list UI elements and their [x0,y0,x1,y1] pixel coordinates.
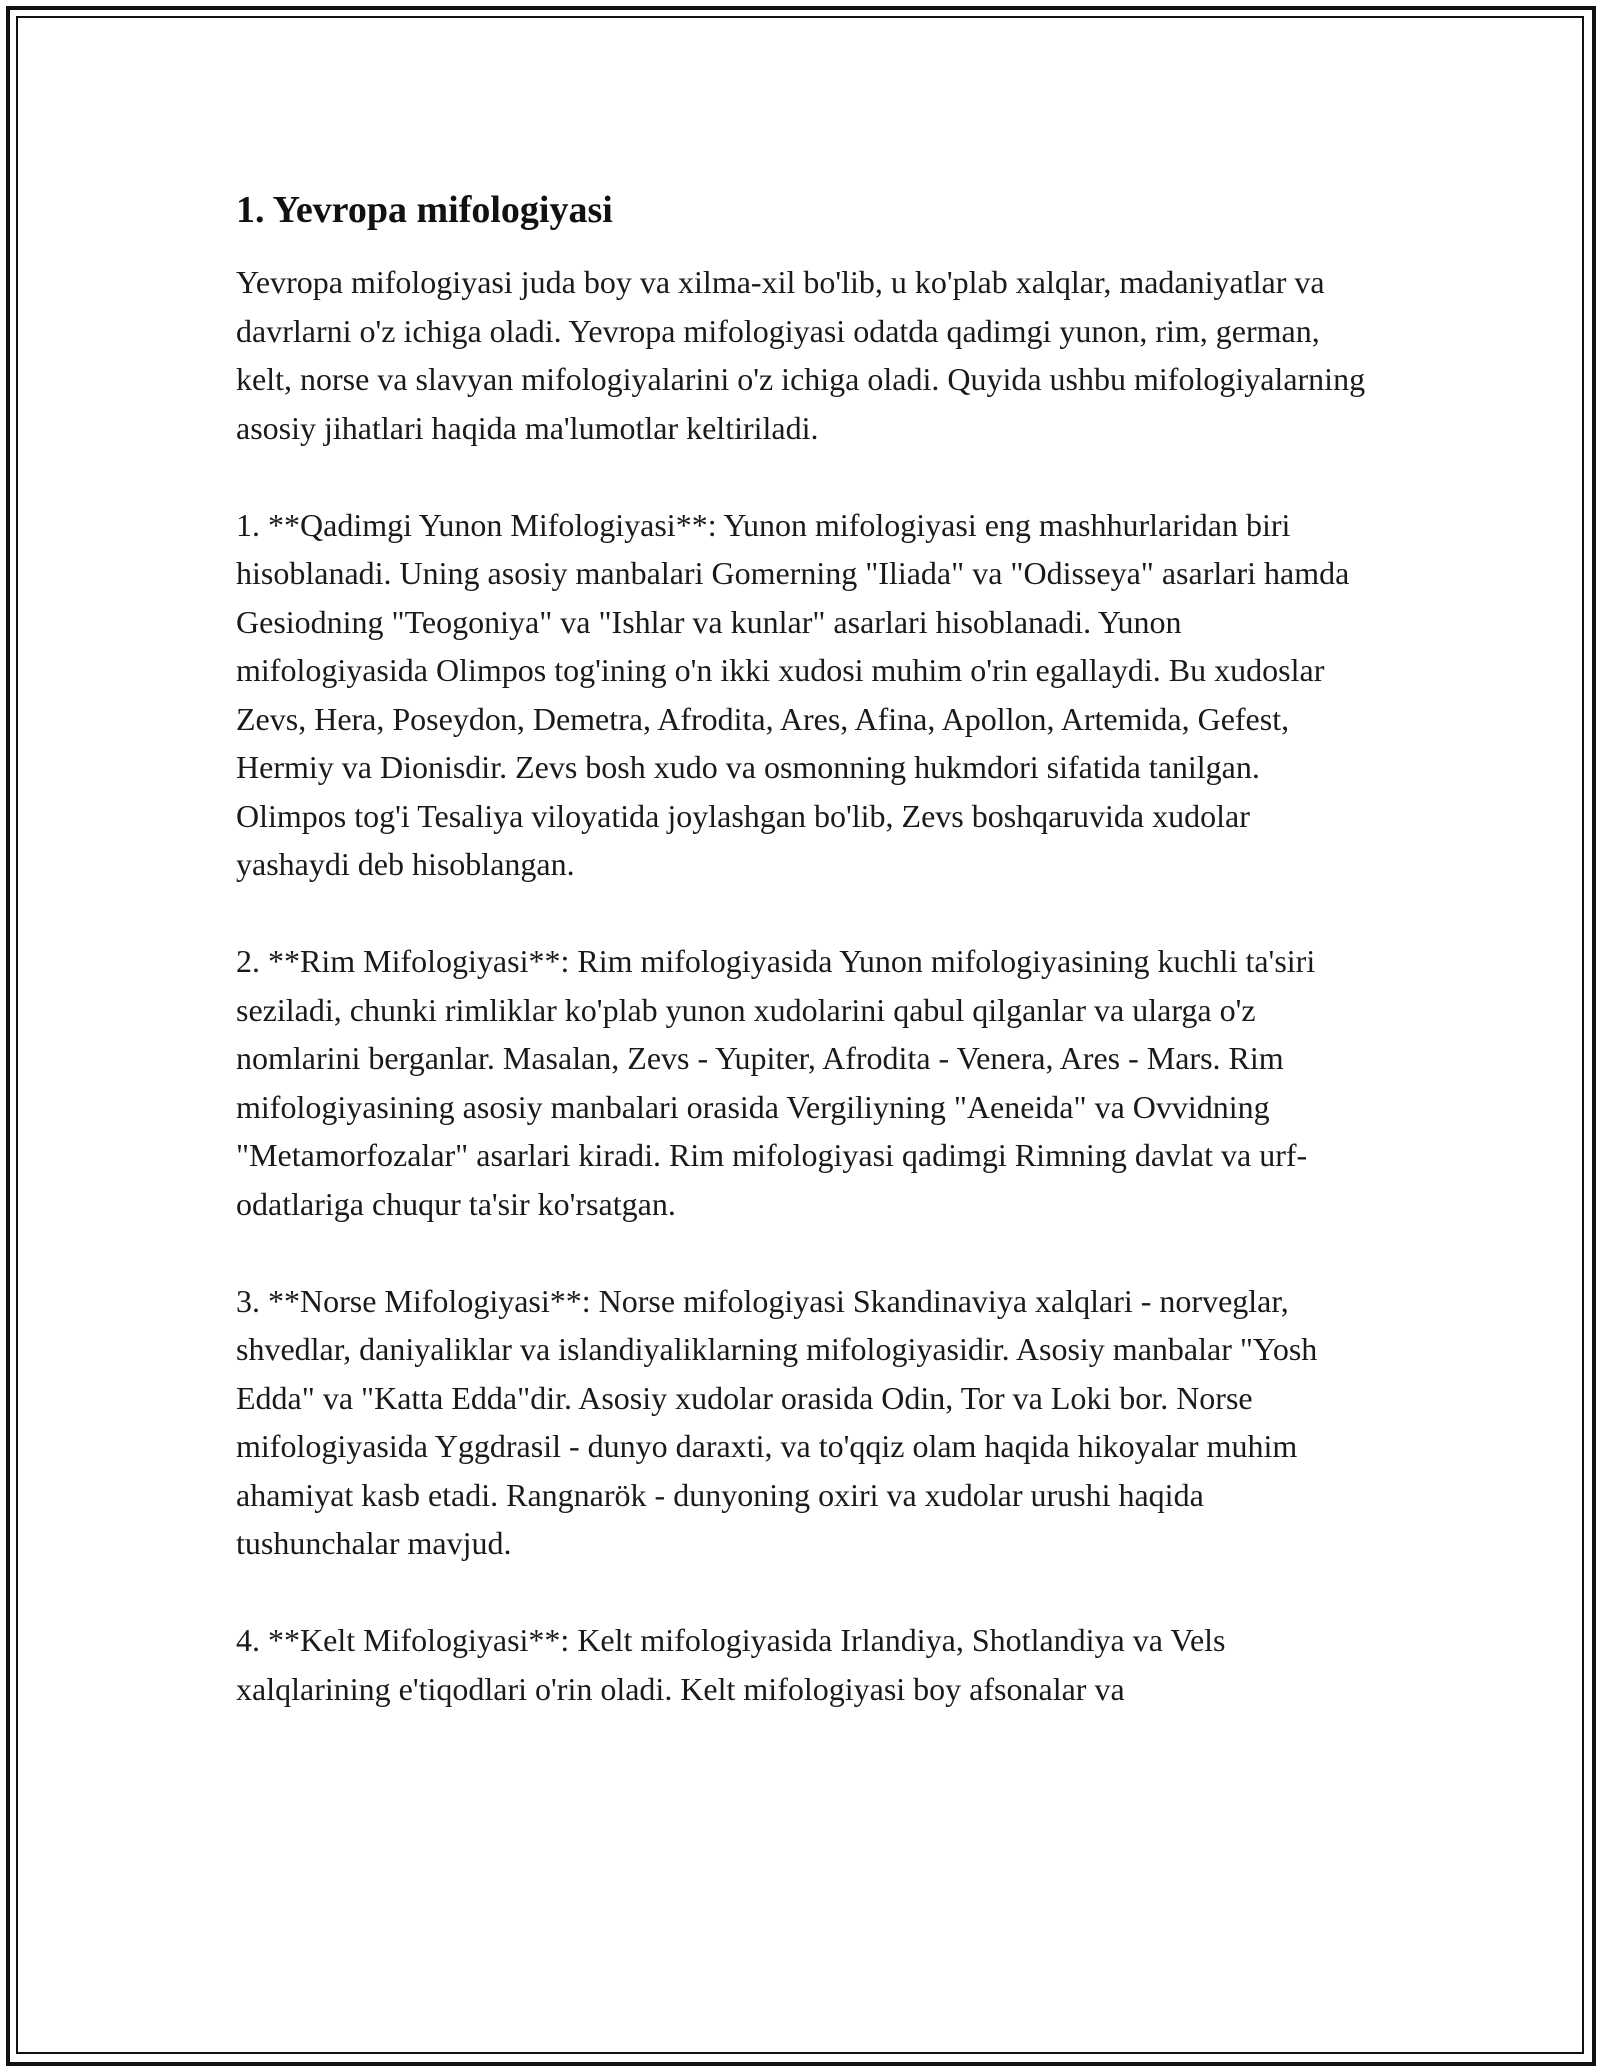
celtic-mythology-paragraph: 4. **Kelt Mifologiyasi**: Kelt mifologiyasida Irlandiya, Shotlandiya va Vels xalqlarining e'tiqodlari o'rin oladi. Kelt mifologiyasi boy afsonalar va [236,1622,1226,1707]
norse-mythology-paragraph: 3. **Norse Mifologiyasi**: Norse mifologiyasi Skandinaviya xalqlari - norveglar, shvedlar, daniyaliklar va islandiyaliklarning mifologiyasidir. Asosiy manbalar "Yosh Edda" va "Katta Edda"dir. Asosiy xudolar orasida Odin, Tor va Loki bor. Norse mifologiyasida Yggdrasil - dunyo daraxti, va to'qqiz olam haqida hikoyalar muhim ahamiyat kasb etadi. Rangnarök - dunyoning oxiri va xudolar urushi haqida tushunchalar mavjud. [236,1282,1318,1561]
section-heading: 1. Yevropa mifologiyasi [236,189,613,231]
intro-paragraph: Yevropa mifologiyasi juda boy va xilma-xil bo'lib, u ko'plab xalqlar, madaniyatlar va davrlarni o'z ichiga oladi. Yevropa mifologiyasi odatda qadimgi yunon, rim, german, kelt, norse va slavyan mifologiyalarini o'z ichiga oladi. Quyida ushbu mifologiyalarning asosiy jihatlari haqida ma'lumotlar keltiriladi. [236,264,1366,446]
document-body [236,186,1366,1762]
roman-mythology-paragraph: 2. **Rim Mifologiyasi**: Rim mifologiyasida Yunon mifologiyasining kuchli ta'siri seziladi, chunki rimliklar ko'plab yunon xudolarini qabul qilganlar va ularga o'z nomlarini berganlar. Masalan, Zevs - Yupiter, Afrodita - Venera, Ares - Mars. Rim mifologiyasining asosiy manbalari orasida Vergiliyning "Aeneida" va Ovvidning "Metamorfozalar" asarlari kiradi. Rim mifologiyasi qadimgi Rimning davlat va urf-odatlariga chuqur ta'sir ko'rsatgan. [236,943,1316,1222]
greek-mythology-paragraph: 1. **Qadimgi Yunon Mifologiyasi**: Yunon mifologiyasi eng mashhurlaridan biri hisoblanadi. Uning asosiy manbalari Gomerning "Iliada" va "Odisseya" asarlari hamda Gesiodning "Teogoniya" va "Ishlar va kunlar" asarlari hisoblanadi. Yunon mifologiyasida Olimpos tog'ining o'n ikki xudosi muhim o'rin egallaydi. Bu xudoslar Zevs, Hera, Poseydon, Demetra, Afrodita, Ares, Afina, Apollon, Artemida, Gefest, Hermiy va Dionisdir. Zevs bosh xudo va osmonning hukmdori sifatida tanilgan. Olimpos tog'i Tesaliya viloyatida joylashgan bo'lib, Zevs boshqaruvida xudolar yashaydi deb hisoblangan. [236,506,1350,882]
